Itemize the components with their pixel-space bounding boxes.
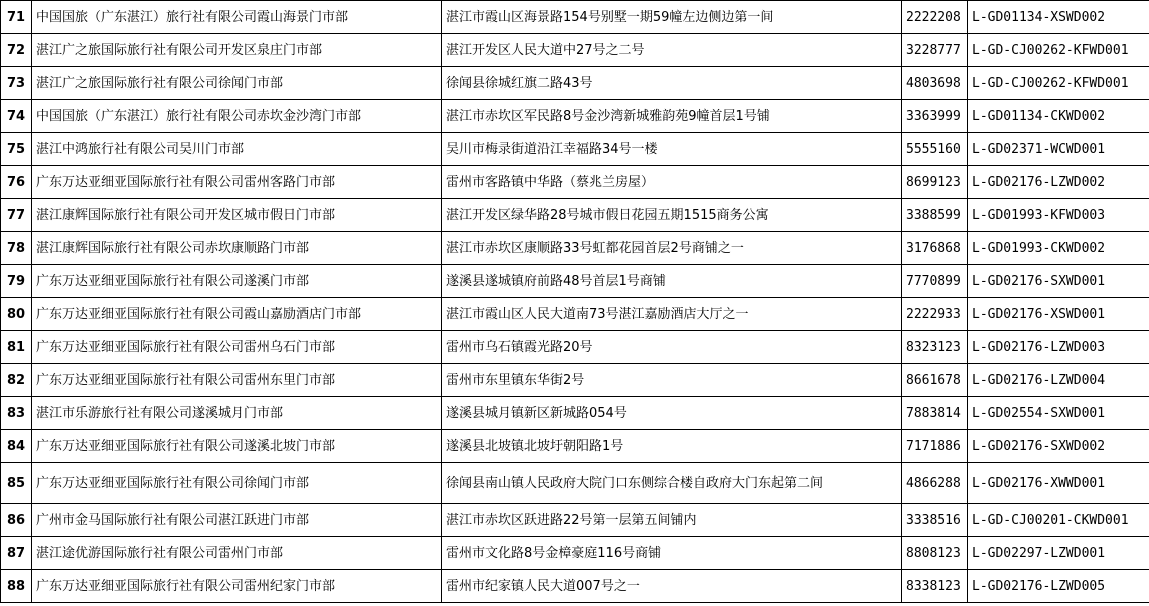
phone-cell: 4803698 — [902, 67, 968, 100]
phone-cell: 4866288 — [902, 463, 968, 504]
address-cell: 雷州市乌石镇霞光路20号 — [442, 331, 902, 364]
table-row — [1, 504, 1149, 537]
phone-cell: 3338516 — [902, 504, 968, 537]
license-cell: L-GD02176-XWWD001 — [968, 463, 1149, 504]
company-name-cell: 广东万达亚细亚国际旅行社有限公司雷州东里门市部 — [32, 364, 442, 397]
company-name-cell: 湛江市乐游旅行社有限公司遂溪城月门市部 — [32, 397, 442, 430]
license-cell: L-GD01993-CKWD002 — [968, 232, 1149, 265]
table-body — [1, 1, 1149, 603]
license-cell: L-GD-CJ00262-KFWD001 — [968, 34, 1149, 67]
phone-cell: 8338123 — [902, 570, 968, 603]
phone-cell: 3176868 — [902, 232, 968, 265]
row-number: 79 — [1, 265, 32, 298]
table-row — [1, 570, 1149, 603]
phone-cell: 3363999 — [902, 100, 968, 133]
license-cell: L-GD02554-SXWD001 — [968, 397, 1149, 430]
address-cell: 湛江市霞山区人民大道南73号湛江嘉励酒店大厅之一 — [442, 298, 902, 331]
address-cell: 徐闻县南山镇人民政府大院门口东侧综合楼自政府大门东起第二间 — [442, 463, 902, 504]
row-number: 84 — [1, 430, 32, 463]
phone-cell: 8699123 — [902, 166, 968, 199]
row-number: 73 — [1, 67, 32, 100]
table-row — [1, 397, 1149, 430]
company-name-cell: 广东万达亚细亚国际旅行社有限公司徐闻门市部 — [32, 463, 442, 504]
address-cell: 湛江开发区人民大道中27号之二号 — [442, 34, 902, 67]
row-number: 82 — [1, 364, 32, 397]
license-cell: L-GD02176-LZWD004 — [968, 364, 1149, 397]
row-number: 85 — [1, 463, 32, 504]
table-row — [1, 331, 1149, 364]
company-name-cell: 广东万达亚细亚国际旅行社有限公司遂溪门市部 — [32, 265, 442, 298]
address-cell: 遂溪县城月镇新区新城路054号 — [442, 397, 902, 430]
address-cell: 湛江市赤坎区军民路8号金沙湾新城雅韵苑9幢首层1号铺 — [442, 100, 902, 133]
company-name-cell: 湛江广之旅国际旅行社有限公司徐闻门市部 — [32, 67, 442, 100]
address-cell: 雷州市东里镇东华街2号 — [442, 364, 902, 397]
row-number: 87 — [1, 537, 32, 570]
phone-cell: 7171886 — [902, 430, 968, 463]
address-cell: 遂溪县北坡镇北坡圩朝阳路1号 — [442, 430, 902, 463]
row-number: 74 — [1, 100, 32, 133]
table-row — [1, 67, 1149, 100]
phone-cell: 7883814 — [902, 397, 968, 430]
table-row — [1, 34, 1149, 67]
phone-cell: 5555160 — [902, 133, 968, 166]
table-row — [1, 364, 1149, 397]
row-number: 71 — [1, 1, 32, 34]
row-number: 72 — [1, 34, 32, 67]
license-cell: L-GD02176-XSWD001 — [968, 298, 1149, 331]
address-cell: 湛江市赤坎区跃进路22号第一层第五间铺内 — [442, 504, 902, 537]
license-cell: L-GD01993-KFWD003 — [968, 199, 1149, 232]
address-cell: 徐闻县徐城红旗二路43号 — [442, 67, 902, 100]
address-cell: 雷州市纪家镇人民大道007号之一 — [442, 570, 902, 603]
table-row — [1, 430, 1149, 463]
phone-cell: 3388599 — [902, 199, 968, 232]
company-name-cell: 湛江途优游国际旅行社有限公司雷州门市部 — [32, 537, 442, 570]
license-cell: L-GD01134-XSWD002 — [968, 1, 1149, 34]
row-number: 78 — [1, 232, 32, 265]
company-name-cell: 广州市金马国际旅行社有限公司湛江跃进门市部 — [32, 504, 442, 537]
license-cell: L-GD02297-LZWD001 — [968, 537, 1149, 570]
license-cell: L-GD01134-CKWD002 — [968, 100, 1149, 133]
address-cell: 湛江市霞山区海景路154号别墅一期59幢左边侧边第一间 — [442, 1, 902, 34]
license-cell: L-GD-CJ00201-CKWD001 — [968, 504, 1149, 537]
table-row — [1, 265, 1149, 298]
company-name-cell: 广东万达亚细亚国际旅行社有限公司遂溪北坡门市部 — [32, 430, 442, 463]
table-row — [1, 463, 1149, 504]
phone-cell: 2222208 — [902, 1, 968, 34]
row-number: 81 — [1, 331, 32, 364]
row-number: 86 — [1, 504, 32, 537]
address-cell: 湛江开发区绿华路28号城市假日花园五期1515商务公寓 — [442, 199, 902, 232]
phone-cell: 7770899 — [902, 265, 968, 298]
row-number: 77 — [1, 199, 32, 232]
table-row — [1, 232, 1149, 265]
table-row — [1, 199, 1149, 232]
address-cell: 雷州市文化路8号金樟豪庭116号商铺 — [442, 537, 902, 570]
row-number: 76 — [1, 166, 32, 199]
row-number: 88 — [1, 570, 32, 603]
table-row — [1, 537, 1149, 570]
phone-cell: 8808123 — [902, 537, 968, 570]
row-number: 83 — [1, 397, 32, 430]
company-name-cell: 广东万达亚细亚国际旅行社有限公司霞山嘉励酒店门市部 — [32, 298, 442, 331]
table-row — [1, 1, 1149, 34]
row-number: 80 — [1, 298, 32, 331]
phone-cell: 8661678 — [902, 364, 968, 397]
company-name-cell: 湛江康辉国际旅行社有限公司赤坎康顺路门市部 — [32, 232, 442, 265]
license-cell: L-GD02176-LZWD003 — [968, 331, 1149, 364]
company-name-cell: 中国国旅（广东湛江）旅行社有限公司霞山海景门市部 — [32, 1, 442, 34]
license-cell: L-GD02176-LZWD005 — [968, 570, 1149, 603]
company-name-cell: 广东万达亚细亚国际旅行社有限公司雷州乌石门市部 — [32, 331, 442, 364]
company-name-cell: 湛江康辉国际旅行社有限公司开发区城市假日门市部 — [32, 199, 442, 232]
table-row — [1, 133, 1149, 166]
company-name-cell: 广东万达亚细亚国际旅行社有限公司雷州纪家门市部 — [32, 570, 442, 603]
company-name-cell: 中国国旅（广东湛江）旅行社有限公司赤坎金沙湾门市部 — [32, 100, 442, 133]
address-cell: 遂溪县遂城镇府前路48号首层1号商铺 — [442, 265, 902, 298]
address-cell: 雷州市客路镇中华路（蔡兆兰房屋） — [442, 166, 902, 199]
company-name-cell: 湛江广之旅国际旅行社有限公司开发区泉庄门市部 — [32, 34, 442, 67]
phone-cell: 8323123 — [902, 331, 968, 364]
phone-cell: 2222933 — [902, 298, 968, 331]
row-number: 75 — [1, 133, 32, 166]
company-name-cell: 广东万达亚细亚国际旅行社有限公司雷州客路门市部 — [32, 166, 442, 199]
address-cell: 吴川市梅录街道沿江幸福路34号一楼 — [442, 133, 902, 166]
table-row — [1, 100, 1149, 133]
license-cell: L-GD02371-WCWD001 — [968, 133, 1149, 166]
company-name-cell: 湛江中鸿旅行社有限公司吴川门市部 — [32, 133, 442, 166]
license-cell: L-GD02176-SXWD001 — [968, 265, 1149, 298]
phone-cell: 3228777 — [902, 34, 968, 67]
address-cell: 湛江市赤坎区康顺路33号虹都花园首层2号商铺之一 — [442, 232, 902, 265]
license-cell: L-GD02176-LZWD002 — [968, 166, 1149, 199]
license-cell: L-GD02176-SXWD002 — [968, 430, 1149, 463]
table-row — [1, 166, 1149, 199]
license-cell: L-GD-CJ00262-KFWD001 — [968, 67, 1149, 100]
table-row — [1, 298, 1149, 331]
